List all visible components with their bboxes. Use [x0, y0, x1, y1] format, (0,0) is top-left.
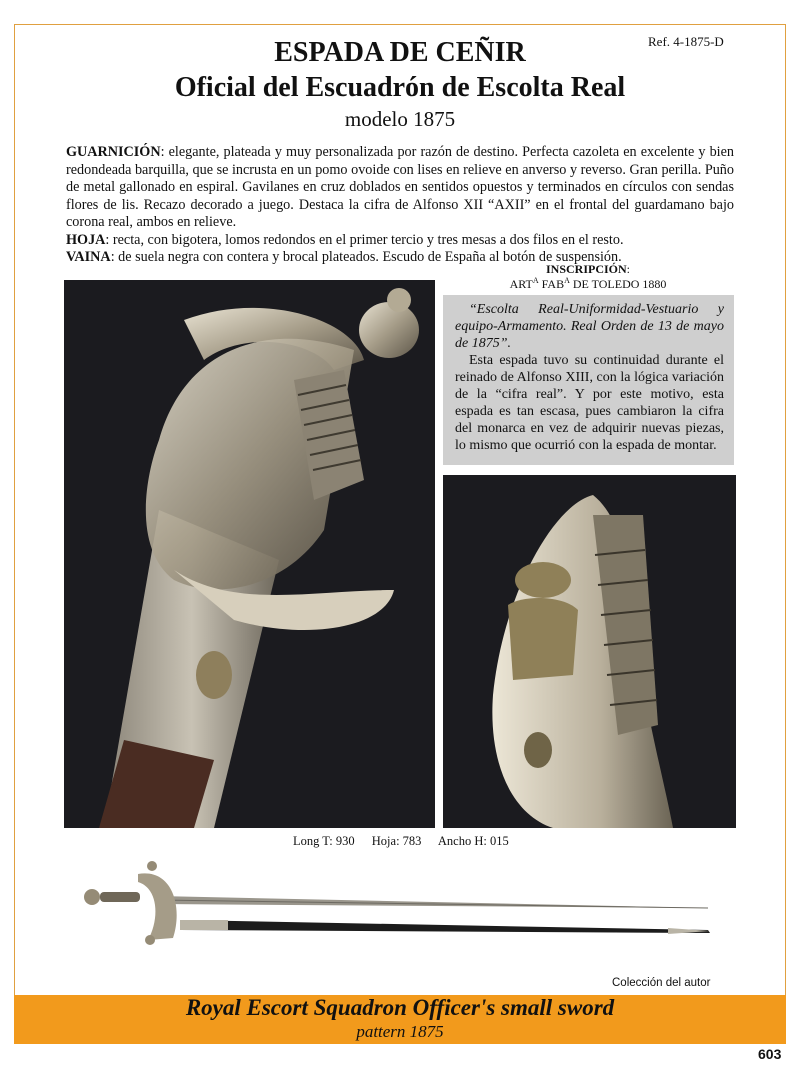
- full-sword-photo: [78, 858, 718, 948]
- cypher-detail-photo: [443, 475, 736, 828]
- english-title: Royal Escort Squadron Officer's small sword: [185, 995, 615, 1020]
- collection-credit: Colección del autor: [612, 977, 711, 989]
- historical-note: [443, 295, 734, 465]
- inscription-heading-colon: :: [626, 262, 631, 276]
- inscription-fab: FAB: [538, 277, 565, 291]
- hoja-text: : recta, con bigotera, lomos redondos en el primer tercio y tres mesas a dos filos en el resto.: [105, 231, 624, 248]
- cypher-illustration: [443, 475, 736, 828]
- dimensions: [293, 834, 523, 849]
- inscription-text: [443, 276, 733, 292]
- inscription-heading: [443, 262, 733, 277]
- hoja-paragraph: [66, 232, 734, 250]
- hilt-photo: [64, 280, 435, 828]
- hilt-illustration: [64, 280, 435, 828]
- guarnicion-label: GUARNICIÓN: [66, 144, 161, 160]
- note-quote: “Escolta Real-Uniformidad-Vestuario y equipo-Armamento. Real Orden de 13 de mayo de 1875”.: [455, 302, 724, 351]
- vaina-text: : de suela negra con contera y brocal plateados. Escudo de España al botón de suspensión.: [110, 249, 622, 265]
- model-year: modelo 1875: [344, 107, 456, 131]
- guarnicion-text: : elegante, plateada y muy personalizada por razón de destino. Perfecta cazoleta en excelente y bien redondeada barquilla, que se incrusta en un pomo ovoide con lises en relieve en anverso y reverso. Gran perilla. Puño de metal gallonado en espiral. Gavilanes en cruz doblados en sentidos opuestos y terminados en círculos con sendas flores de lis. Recazo decorado a juego. Destaca la cifra de Alfonso XII “AXII” en el frontal del guardamano bajo corona real, ambos en relieve.: [66, 144, 734, 230]
- inscription-heading-text: INSCRIPCIÓN: [545, 262, 627, 276]
- dimension-blade: Hoja: 783: [371, 834, 422, 848]
- page-title: ESPADA DE CEÑIR: [274, 37, 526, 68]
- note-body: Esta espada tuvo su continuidad durante el reinado de Alfonso XIII, con la lógica variación de la “cifra real”. Y por este motivo, esta espada es tan escasa, pues cambiaron la cifra del monarca en vez de adquirir nuevas piezas, lo mismo que ocurrió con la espada de montar.: [455, 353, 724, 453]
- inscription-rest: DE TOLEDO 1880: [569, 277, 667, 291]
- english-title-band: [14, 995, 786, 1044]
- english-subtitle: pattern 1875: [356, 1022, 444, 1041]
- dimension-width: Ancho H: 015: [437, 834, 509, 848]
- page-subtitle: Oficial del Escuadrón de Escolta Real: [174, 72, 626, 103]
- page-number: 603: [758, 1046, 782, 1062]
- inscription-art-sup: A: [532, 276, 539, 285]
- inscription-art: ART: [509, 277, 533, 291]
- vaina-label: VAINA: [66, 249, 111, 265]
- reference-code: Ref. 4-1875-D: [648, 34, 724, 49]
- hoja-label: HOJA: [66, 231, 106, 248]
- guarnicion-paragraph: [66, 144, 734, 232]
- inscription-fab-sup: A: [564, 276, 570, 285]
- description-block: [66, 144, 734, 267]
- dimension-length: Long T: 930: [293, 834, 355, 848]
